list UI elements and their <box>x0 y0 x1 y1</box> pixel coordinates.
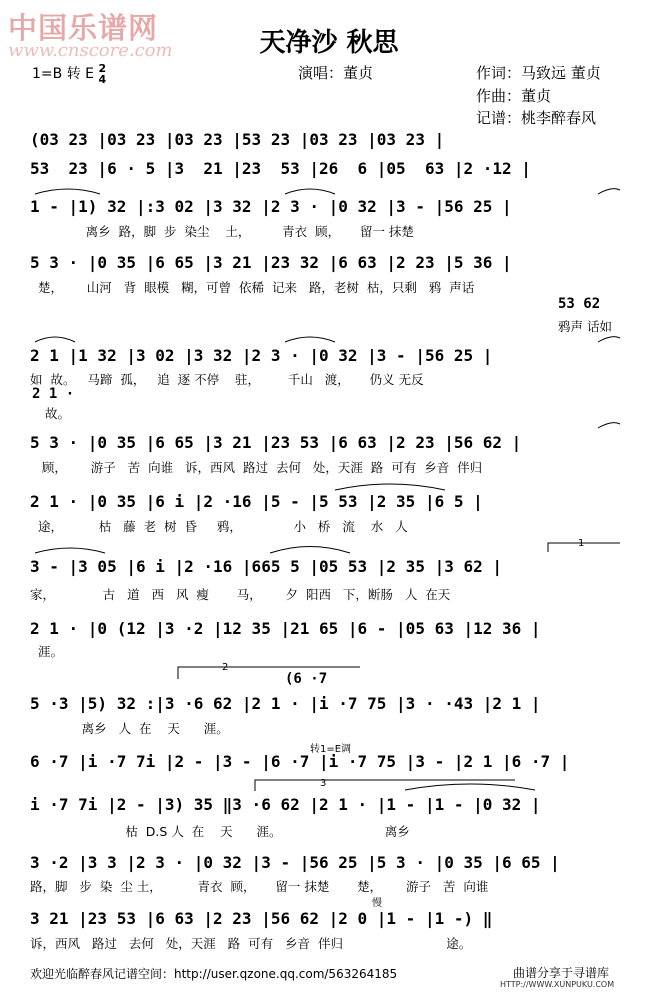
score-row-4: 5 3 · |0 35 |6 65 |3 21 |23 32 |6 63 |2 23 |5 36 | <box>30 253 512 272</box>
lyric-row-8: 家， 古 道 西 风 瘦 马， 夕 阳西 下，断肠 人 在天 <box>30 587 451 602</box>
score-row-6: 5 3 · |0 35 |6 65 |3 21 |23 53 |6 63 |2 23 |56 62 | <box>30 433 522 452</box>
score-row-7: 2 1 · |0 35 |6 i |2 ·16 |5 - |5 53 |2 35 |6 5 | <box>30 492 483 511</box>
watermark-url: www.cnscore.com <box>8 40 173 61</box>
volta-2-notes: (6 ·7 <box>285 671 328 687</box>
slur <box>35 337 75 342</box>
time-signature <box>98 63 106 85</box>
score-row-3: 1 - |1) 32 |:3 02 |3 32 |2 3 · |0 32 |3 - |56 25 | <box>30 197 512 216</box>
song-title: 天净沙 秋思 <box>259 28 399 58</box>
singer-credit: 演唱：董贞 <box>298 64 374 82</box>
score-row-14: 3 21 |23 53 |6 63 |2 23 |56 62 |2 0 |1 - |1 -) ‖ <box>30 909 493 928</box>
footer-share: 曲谱分享于寻谱库 <box>513 966 610 980</box>
score-row-1: (03 23 |03 23 |03 23 |53 23 |03 23 |03 23 | <box>30 130 445 149</box>
key-signature <box>32 63 106 85</box>
score-row-8: 3 - |3 05 |6 i |2 ·16 |665 5 |05 53 |2 35 |3 62 | <box>30 557 503 576</box>
lyric-row-3: 离乡 路，脚 步 染尘 土， 青衣 顾， 留一 抹楚 <box>30 224 414 239</box>
time-numerator: 2 <box>98 62 107 75</box>
alt-notes-row-4: 53 62 <box>558 296 601 312</box>
score-row-2: 53 23 |6 · 5 |3 21 |23 53 |26 6 |05 63 |2 ·12 | <box>30 159 531 178</box>
watermark-logo: 中国乐谱网 <box>8 11 159 45</box>
lyric-row-14: 诉，西风 路过 去何 处，天涯 路 可有 乡音 伴归 途。 <box>30 936 472 951</box>
footer-url: HTTP://WWW.XUNPUKU.COM <box>500 980 615 989</box>
slur <box>335 484 445 490</box>
lyric-row-4: 楚， 山河 背 眼模 糊，可曾 依稀 记来 路，老树 枯，只剩 鸦 声话 <box>30 280 475 295</box>
lyric-row-9: 涯。 <box>30 644 63 659</box>
slur <box>35 548 105 553</box>
footer-source: 欢迎光临醉春风记谱空间：http://user.qzone.qq.com/563264185 <box>30 967 398 981</box>
volta-2-label: 2 <box>222 662 229 673</box>
slur <box>598 189 620 194</box>
lyricist-credit: 作词：马致远 董贞 <box>476 64 601 82</box>
volta-3-label: 3 <box>320 778 327 789</box>
volta-2-bracket <box>178 667 360 679</box>
slur <box>270 547 350 554</box>
lyric-row-10: 离乡 人 在 天 涯。 <box>30 721 229 736</box>
slur <box>285 189 335 194</box>
composer-credit: 作曲：董贞 <box>476 87 552 105</box>
slow-mark: 慢 <box>372 898 382 909</box>
slur <box>598 423 620 428</box>
lyric-row-13: 路，脚 步 染 尘 土， 青衣 顾， 留一 抹楚 楚， 游子 苦 向谁 <box>30 879 489 894</box>
key-text: 1=B 转 E <box>32 66 94 82</box>
key-change-mark: 转1=E调 <box>310 744 352 755</box>
score-row-10: 5 ·3 |5) 32 :|3 ·6 62 |2 1 · |i ·7 75 |3 · ·43 |2 1 | <box>30 694 541 713</box>
lyric-row-5: 如 故。 马蹄 孤， 追 逐 不停 驻， 千山 渡， 仍义 无反 <box>30 372 424 387</box>
slur <box>405 784 535 790</box>
alt-lyrics-row-4: 鸦声 话如 <box>558 319 612 334</box>
transcriber-credit: 记谱：桃李醉春风 <box>476 109 597 127</box>
score-row-12: i ·7 7i |2 - |3) 35 ‖3 ·6 62 |2 1 · |1 - |1 - |0 32 | <box>30 795 541 814</box>
score-row-5: 2 1 |1 32 |3 02 |3 32 |2 3 · |0 32 |3 - |56 25 | <box>30 346 493 365</box>
score-row-9: 2 1 · |0 (12 |3 ·2 |12 35 |21 65 |6 - |05 63 |12 36 | <box>30 619 541 638</box>
lyric-row-7: 途， 枯 藤 老 树 昏 鸦， 小 桥 流 水 人 <box>30 519 408 534</box>
volta-3-bracket <box>255 780 515 791</box>
alt-lyrics-row-5: 故。 <box>45 406 71 421</box>
score-row-11: 6 ·7 |i ·7 7i |2 - |3 - |6 ·7 |i ·7 75 |3 - |2 1 |6 ·7 | <box>30 752 570 771</box>
time-denominator: 4 <box>98 73 107 86</box>
slur <box>35 189 100 194</box>
volta-1-label: 1 <box>578 538 585 549</box>
score-row-13: 3 ·2 |3 3 |2 3 · |0 32 |3 - |56 25 |5 3 · |0 35 |6 65 | <box>30 853 560 872</box>
alt-notes-row-5: 2 1 · <box>32 386 75 402</box>
slur <box>285 337 335 342</box>
lyric-row-6: 顾， 游子 苦 向谁 诉，西风 路过 去何 处，天涯 路 可有 乡音 伴归 <box>30 460 483 475</box>
slur <box>598 337 620 342</box>
lyric-row-12: 枯 D.S 人 在 天 涯。 离乡 <box>30 824 410 839</box>
